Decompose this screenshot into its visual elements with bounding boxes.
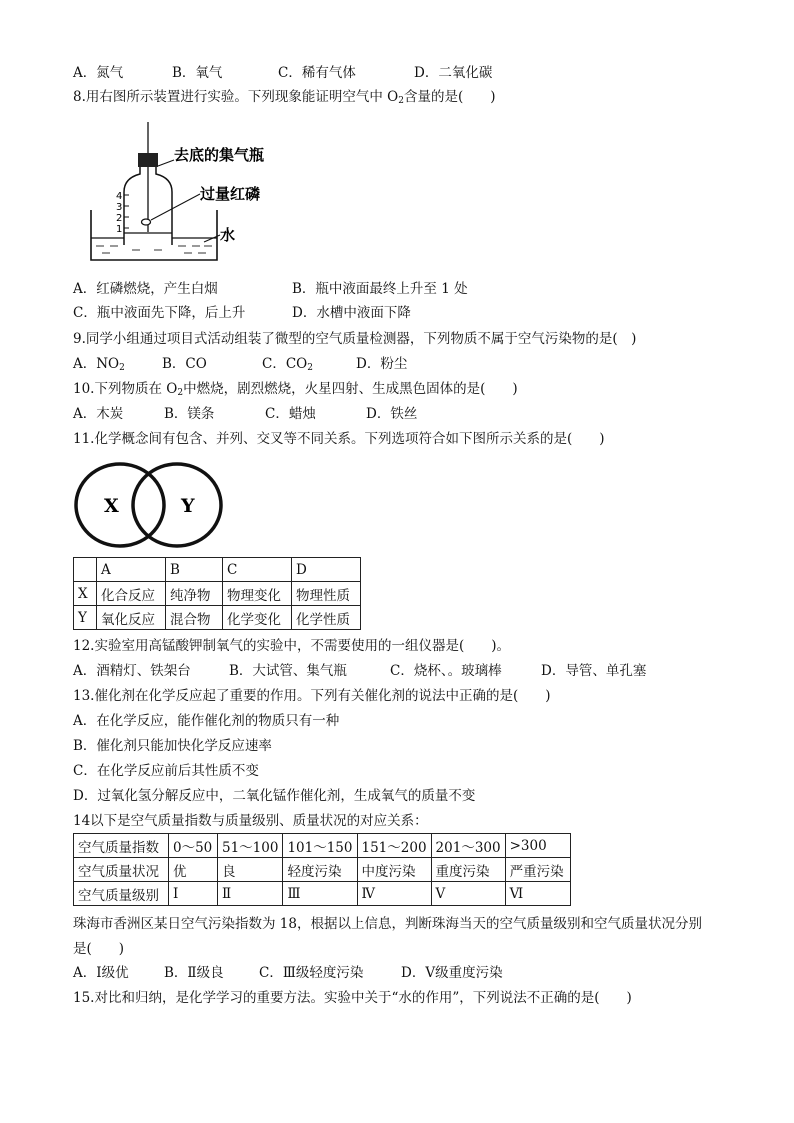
scale-1: 1 [116, 224, 123, 235]
table-cell: 化学变化 [223, 606, 292, 630]
q14-option-d: D．Ⅴ级重度污染 [401, 965, 503, 981]
q9-option-a: A．$NO_2$ [73, 356, 125, 373]
q14-option-c: C．Ⅲ级轻度污染 [259, 965, 364, 981]
q7-option-d: D．二氧化碳 [414, 65, 493, 81]
label-bottle: 去底的集气瓶 [174, 146, 265, 164]
q11-stem: 11.化学概念间有包含、并列、交叉等不同关系。下列选项符合如下图所示关系的是( ) [73, 431, 605, 447]
q11-options-table [73, 557, 361, 630]
table-cell: 51～100 [218, 834, 283, 858]
q8-apparatus-figure [74, 120, 294, 270]
q14-option-a: A．Ⅰ级优 [73, 965, 129, 981]
table-cell: 化合反应 [97, 582, 166, 606]
q13-option-d: D．过氧化氢分解反应中，二氧化锰作催化剂，生成氧气的质量不变 [73, 788, 476, 804]
table-cell: 氧化反应 [97, 606, 166, 630]
q12-option-a: A．酒精灯、铁架台 [73, 663, 191, 679]
table-cell: Y [74, 606, 97, 630]
q7-option-b: B．氧气 [172, 65, 223, 81]
q9-option-b: B．CO [162, 356, 207, 372]
q8-option-c: C．瓶中液面先下降，后上升 [73, 305, 246, 321]
q14-text-line2: 是( ) [73, 941, 125, 957]
table-cell: C [223, 558, 292, 582]
table-cell: Ⅲ [283, 882, 357, 906]
table-cell: B [166, 558, 223, 582]
q9-stem: 9.同学小组通过项目式活动组装了微型的空气质量检测器，下列物质不属于空气污染物的是( ) [73, 331, 637, 347]
q14-stem: 14以下是空气质量指数与质量级别、质量状况的对应关系： [73, 813, 428, 829]
q9-option-d: D．粉尘 [356, 356, 408, 372]
q12-option-b: B．大试管、集气瓶 [229, 663, 347, 679]
q10-option-d: D．铁丝 [366, 406, 418, 422]
table-cell: A [97, 558, 166, 582]
table-cell: >300 [505, 834, 570, 858]
table-cell: 重度污染 [431, 858, 505, 882]
table-cell: V [431, 882, 505, 906]
q10-option-b: B．镁条 [164, 406, 215, 422]
q10-stem: 10.下列物质在 $O_2$中燃烧，剧烈燃烧，火星四射、生成黑色固体的是( ) [73, 381, 518, 398]
table-row [74, 606, 361, 630]
table-cell: I [169, 882, 218, 906]
q12-option-c: C．烧杯、。玻璃棒 [390, 663, 502, 679]
q13-option-c: C．在化学反应前后其性质不变 [73, 763, 259, 779]
table-cell: 物理变化 [223, 582, 292, 606]
table-cell: 混合物 [166, 606, 223, 630]
table-row [74, 882, 571, 906]
table-cell: 严重污染 [505, 858, 570, 882]
table-cell: 纯净物 [166, 582, 223, 606]
table-cell: 空气质量级别 [74, 882, 169, 906]
q10-option-c: C．蜡烛 [265, 406, 316, 422]
q10-option-a: A．木炭 [73, 406, 124, 422]
q11-venn-diagram [73, 460, 228, 552]
table-cell: 101～150 [283, 834, 357, 858]
table-cell: 中度污染 [357, 858, 431, 882]
table-cell: X [74, 582, 97, 606]
q13-option-a: A．在化学反应，能作催化剂的物质只有一种 [73, 713, 340, 729]
table-row [74, 558, 361, 582]
scale-3: 3 [116, 202, 123, 213]
table-row [74, 858, 571, 882]
table-cell: 化学性质 [292, 606, 361, 630]
table-cell: Ⅱ [218, 882, 283, 906]
table-cell: D [292, 558, 361, 582]
q8-option-b: B．瓶中液面最终上升至 1 处 [292, 281, 468, 297]
table-cell: 0～50 [169, 834, 218, 858]
q12-stem: 12.实验室用高锰酸钾制氧气的实验中，不需要使用的一组仪器是( )。 [73, 638, 511, 654]
q14-air-quality-table [73, 833, 571, 906]
table-cell: 151～200 [357, 834, 431, 858]
table-cell: 优 [169, 858, 218, 882]
label-phosphorus: 过量红磷 [200, 185, 261, 203]
venn-x-label: X [104, 495, 119, 517]
q7-option-a: A．氮气 [73, 65, 124, 81]
q15-stem: 15.对比和归纳，是化学学习的重要方法。实验中关于“水的作用”，下列说法不正确的是( ) [73, 990, 632, 1006]
table-cell: 轻度污染 [283, 858, 357, 882]
table-cell: Ⅳ [357, 882, 431, 906]
q8-option-a: A．红磷燃烧，产生白烟 [73, 281, 218, 297]
q14-option-b: B．Ⅱ级良 [164, 965, 224, 981]
label-water: 水 [220, 226, 236, 244]
q12-option-d: D．导管、单孔塞 [541, 663, 647, 679]
q7-option-c: C．稀有气体 [278, 65, 356, 81]
table-cell: 空气质量状况 [74, 858, 169, 882]
venn-y-label: Y [181, 495, 195, 517]
table-cell: Ⅵ [505, 882, 570, 906]
q9-option-c: C．$CO_2$ [262, 356, 313, 373]
scale-2: 2 [116, 213, 123, 224]
q8-stem: 8.用右图所示装置进行实验。下列现象能证明空气中 $O_2$含量的是( ) [73, 89, 496, 106]
table-cell: 空气质量指数 [74, 834, 169, 858]
table-cell [74, 558, 97, 582]
q14-text-line1: 珠海市香洲区某日空气污染指数为 18，根据以上信息，判断珠海当天的空气质量级别和空气质量状况分别 [73, 916, 702, 932]
table-cell: 良 [218, 858, 283, 882]
scale-4: 4 [116, 191, 123, 202]
table-cell: 物理性质 [292, 582, 361, 606]
q13-option-b: B．催化剂只能加快化学反应速率 [73, 738, 272, 754]
q13-stem: 13.催化剂在化学反应起了重要的作用。下列有关催化剂的说法中正确的是( ) [73, 688, 551, 704]
q8-option-d: D．水槽中液面下降 [292, 305, 411, 321]
table-row [74, 834, 571, 858]
table-row [74, 582, 361, 606]
table-cell: 201～300 [431, 834, 505, 858]
